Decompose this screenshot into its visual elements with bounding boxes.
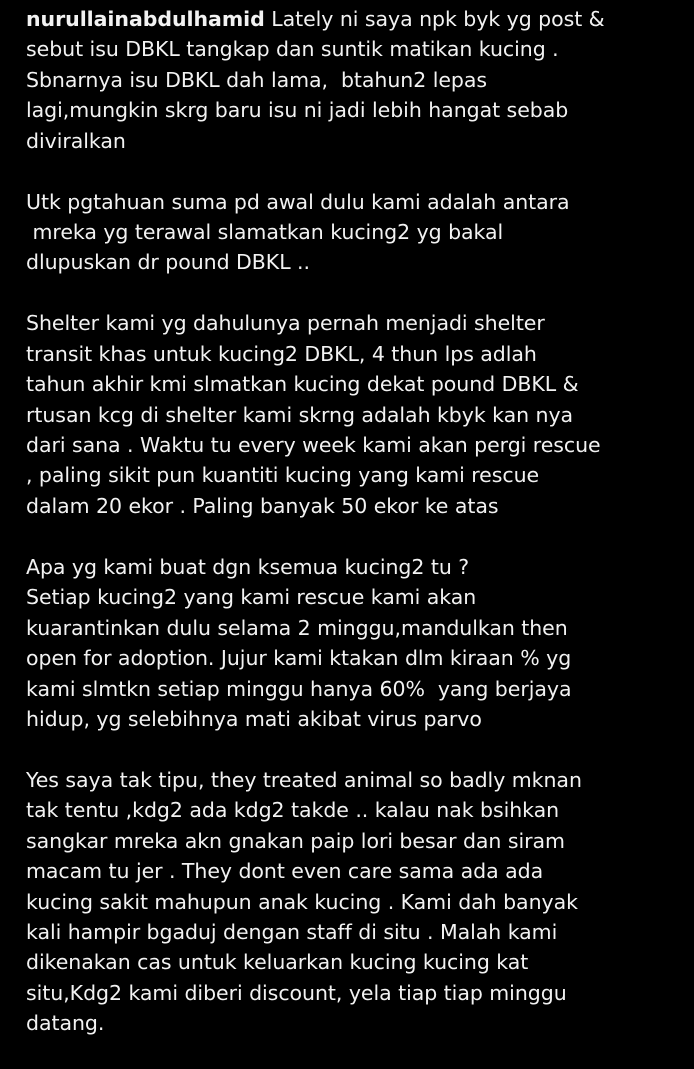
caption-line: dalam 20 ekor . Paling banyak 50 ekor ke atas bbox=[26, 493, 499, 518]
caption-line: lagi,mungkin skrg baru isu ni jadi lebih hangat sebab bbox=[26, 98, 569, 123]
caption-line: sangkar mreka akn gnakan paip lori besar dan siram bbox=[26, 828, 565, 853]
caption-line: rtusan kcg di shelter kami skrng adalah kbyk kan nya bbox=[26, 402, 574, 427]
caption-line: hidup, yg selebihnya mati akibat virus parvo bbox=[26, 706, 482, 731]
username-link[interactable]: nurullainabdulhamid bbox=[26, 7, 265, 31]
caption-line: kali hampir bgaduj dengan staff di situ . Malah kami bbox=[26, 919, 558, 944]
caption-paragraph bbox=[26, 187, 694, 278]
caption-line: diviralkan bbox=[26, 128, 126, 153]
caption-line bbox=[26, 0, 694, 34]
caption-paragraph bbox=[26, 765, 694, 1039]
caption-line: datang. bbox=[26, 1011, 105, 1036]
caption-line: tak tentu ,kdg2 ada kdg2 takde .. kalau nak bsihkan bbox=[26, 798, 560, 823]
caption-paragraph bbox=[26, 0, 694, 156]
caption-line: sebut isu DBKL tangkap dan suntik matikan kucing . bbox=[26, 37, 559, 62]
caption-line: mreka yg terawal slamatkan kucing2 yg bakal bbox=[26, 220, 504, 245]
caption-paragraph bbox=[26, 552, 694, 734]
caption-line: Utk pgtahuan suma pd awal dulu kami adalah antara bbox=[26, 189, 570, 214]
caption-text: Lately ni saya npk byk yg post & bbox=[264, 7, 605, 31]
caption-line: tahun akhir kmi slmatkan kucing dekat pound DBKL & bbox=[26, 372, 579, 397]
caption-line: open for adoption. Jujur kami ktakan dlm kiraan % yg bbox=[26, 646, 572, 671]
caption-line: dlupuskan dr pound DBKL .. bbox=[26, 250, 310, 275]
caption-line: , paling sikit pun kuantiti kucing yang kami rescue bbox=[26, 463, 540, 488]
caption-line: Sbnarnya isu DBKL dah lama, btahun2 lepas bbox=[26, 67, 488, 92]
caption-line: macam tu jer . They dont even care sama ada ada bbox=[26, 859, 544, 884]
caption-paragraph bbox=[26, 308, 694, 521]
post-caption bbox=[26, 0, 694, 1069]
caption-line: kucing sakit mahupun anak kucing . Kami dah banyak bbox=[26, 889, 578, 914]
caption-line: Yes saya tak tipu, they treated animal so badly mknan bbox=[26, 767, 582, 792]
caption-line: kami slmtkn setiap minggu hanya 60% yang berjaya bbox=[26, 676, 572, 701]
caption-line: Setiap kucing2 yang kami rescue kami akan bbox=[26, 585, 477, 610]
caption-line: transit khas untuk kucing2 DBKL, 4 thun lps adlah bbox=[26, 341, 537, 366]
caption-line: dari sana . Waktu tu every week kami akan pergi rescue bbox=[26, 433, 601, 458]
caption-line: Apa yg kami buat dgn ksemua kucing2 tu ? bbox=[26, 554, 470, 579]
caption-line: situ,Kdg2 kami diberi discount, yela tiap tiap minggu bbox=[26, 980, 567, 1005]
caption-line: dikenakan cas untuk keluarkan kucing kucing kat bbox=[26, 950, 529, 975]
caption-line: Shelter kami yg dahulunya pernah menjadi shelter bbox=[26, 311, 545, 336]
caption-line: kuarantinkan dulu selama 2 minggu,mandulkan then bbox=[26, 615, 568, 640]
